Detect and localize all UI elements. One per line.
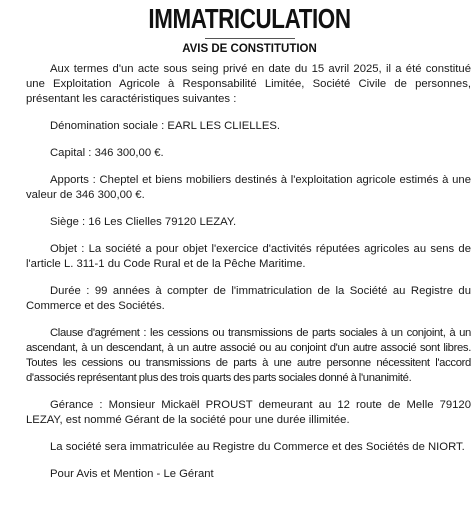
title-divider <box>205 38 295 39</box>
paragraph-intro: Aux termes d'un acte sous seing privé en date du 15 avril 2025, il a été constitué une Exploitation Agricole à Responsabilité Limitée, Société Civile de personnes, présentant les caractéristiques suivantes : <box>26 63 471 105</box>
paragraph-objet: Objet : La société a pour objet l'exercice d'activités réputées agricoles au sens de l'article L. 311-1 du Code Rural et de la Pêche Maritime. <box>26 243 471 270</box>
paragraph-apports: Apports : Cheptel et biens mobiliers destinés à l'exploitation agricole estimés à une valeur de 346 300,00 €. <box>26 174 471 201</box>
paragraph-signature: Pour Avis et Mention - Le Gérant <box>50 468 214 480</box>
paragraph-duree: Durée : 99 années à compter de l'immatriculation de la Société au Registre du Commerce et des Sociétés. <box>26 285 471 312</box>
legal-notice <box>26 0 473 494</box>
paragraph-immatriculation: La société sera immatriculée au Registre du Commerce et des Sociétés de NIORT. <box>50 441 465 453</box>
paragraph-denomination: Dénomination sociale : EARL LES CLIELLES. <box>50 120 281 132</box>
paragraph-capital: Capital : 346 300,00 €. <box>50 147 164 159</box>
notice-title: IMMATRICULATION <box>148 3 351 34</box>
paragraph-clause-agrement: Clause d'agrément : les cessions ou transmissions de parts sociales à un conjoint, à un ascendant, à un descendant, à un autre associé ou au conjoint d'un autre associé sont libres. Toutes les cessions ou transmissions de parts à une autre personne nécessitent l'accord d'associés représentant plus des trois quarts des parts sociales donné à l'unanimité. <box>26 327 471 384</box>
paragraph-gerance: Gérance : Monsieur Mickaël PROUST demeurant au 12 route de Melle 79120 LEZAY, est nommé Gérant de la société pour une durée illimitée. <box>26 399 471 426</box>
paragraph-siege: Siège : 16 Les Clielles 79120 LEZAY. <box>50 216 237 228</box>
notice-subtitle: AVIS DE CONSTITUTION <box>182 43 317 55</box>
notice-body <box>26 62 473 482</box>
